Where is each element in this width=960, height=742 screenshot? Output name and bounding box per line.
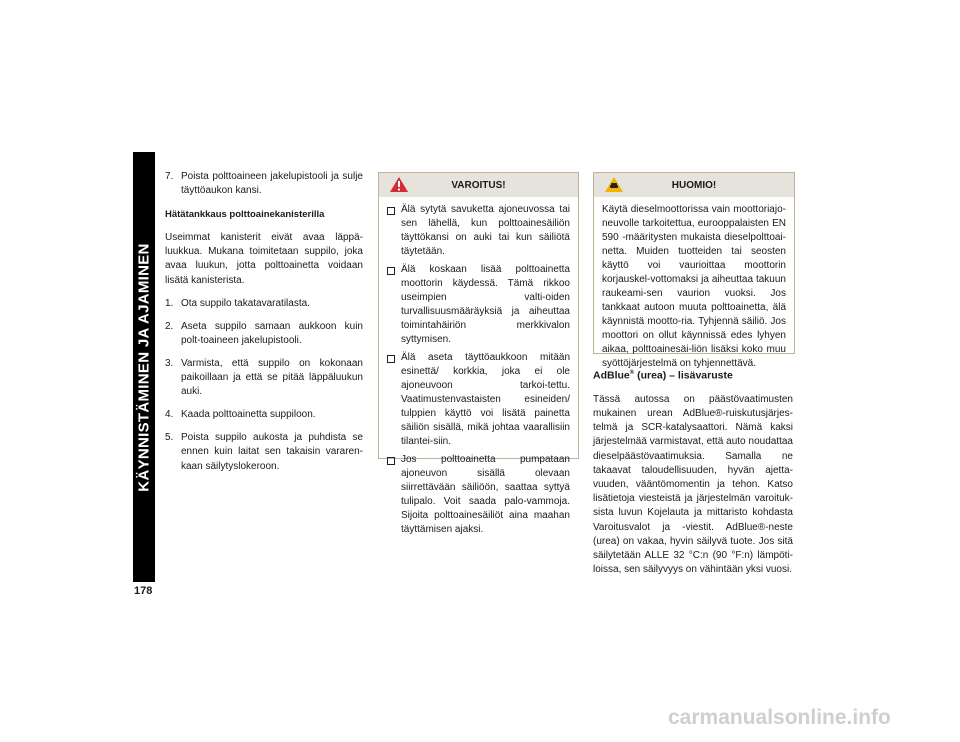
caution-title: HUOMIO! <box>671 179 717 191</box>
caution-box <box>593 172 795 369</box>
left-column <box>165 170 363 483</box>
step-text: Aseta suppilo samaan aukkoon kuin polt-toaineen jakelupistooli. <box>181 320 363 346</box>
step-number: 3. <box>165 357 174 369</box>
step-item <box>165 408 363 422</box>
checkbox-bullet-icon <box>387 457 395 465</box>
warning-text: Älä aseta täyttöaukkoon mitään esinettä/ korkkia, joka ei ole ajoneuvoon tarkoi-tettu. Vaatimustenvastaisten esineiden/ tulppien käyttö voi lisätä painetta säiliön sisällä, mikä johtaa vaarallisiin tilantei-siin. <box>401 352 570 447</box>
step-item <box>165 357 363 399</box>
watermark: carmanualsonline.info <box>668 706 891 729</box>
warning-item <box>387 351 570 449</box>
step-text: Ota suppilo takatavaratilasta. <box>181 297 310 309</box>
warning-item <box>387 203 570 259</box>
warning-box <box>378 172 579 535</box>
chapter-title: KÄYNNISTÄMINEN JA AJAMINEN <box>135 242 153 492</box>
warning-text: Älä sytytä savuketta ajoneuvossa tai sen lähellä, kun polttoainesäiliön täyttökansi on auki tai kun säiliötä täytetään. <box>401 204 570 257</box>
checkbox-bullet-icon <box>387 355 395 363</box>
warning-item <box>387 453 570 537</box>
caution-header <box>594 173 794 197</box>
step-number: 2. <box>165 320 174 332</box>
step-item <box>165 297 363 311</box>
step-number: 4. <box>165 409 174 421</box>
step-item <box>165 320 363 348</box>
step-number: 1. <box>165 297 174 309</box>
warning-text: Älä koskaan lisää polttoainetta moottorin käydessä. Tämä rikkoo useimpien valti-oiden turvallisuusmääräyksiä ja aiheuttaa toimintahäiriön merkkivalon syttymisen. <box>401 264 570 345</box>
step-text: Poista polttoaineen jakelupistooli ja sulje täyttöaukon kansi. <box>181 171 363 197</box>
step-number: 5. <box>165 432 174 444</box>
step-item <box>165 431 363 473</box>
checkbox-bullet-icon <box>387 267 395 275</box>
warning-header <box>379 173 578 197</box>
adblue-heading: AdBlue® (urea) – lisävaruste <box>593 369 733 382</box>
checkbox-bullet-icon <box>387 207 395 215</box>
section-subheading: Hätätankkaus polttoainekanisterilla <box>165 209 325 221</box>
step-number: 7. <box>165 171 174 182</box>
warning-title: VAROITUS! <box>451 179 506 191</box>
step-text: Kaada polttoainetta suppiloon. <box>181 409 316 421</box>
intro-paragraph: Useimmat kanisterit eivät avaa läppä-luukkua. Mukana toimitetaan suppilo, joka avaa luukun, jotta polttoainetta voidaan lisätä kanisterista. <box>165 232 363 286</box>
warning-text: Jos polttoainetta pumpataan ajoneuvon sisällä olevaan siirrettävään säiliöön, saattaa syttyä tulipalo. Voit saada palo-vammoja. Sijoita polttoainesäiliöt aina maahan täyttämisen ajaksi. <box>401 454 570 535</box>
chapter-side-tab <box>133 152 155 582</box>
warning-item <box>387 263 570 347</box>
warning-triangle-icon <box>389 176 409 196</box>
adblue-paragraph: Tässä autossa on päästövaatimusten mukainen urean AdBlue®-ruiskutusjärjes-telmä ja SCR-katalysaattori. Nämä kaksi järjestelmää varmistavat, että auto noudattaa dieselpäästövaatimuksia. Samalla ne takaavat taloudellisuuden, hyvän ajetta-vuuden, vääntömomentin ja tehon. Katso lisätietoja viesteistä ja järjestelmän varoituk-sista luvun Kojelauta ja mittaristo kohdasta Varoitusvalot ja -viestit. AdBlue®-neste (urea) on vakaa, hyvin säilyvä tuote. Jos sitä säilytetään ALLE 32 °C:n (90 °F:n) lämpöti-loissa, sen säilyvyys on vähintään yksi vuosi. <box>593 393 793 576</box>
caution-text: Käytä dieselmoottorissa vain moottoriajo-neuvolle tarkoitettua, eurooppalaisten EN 590 -määritysten mukaista dieselpolttoai-netta. Muiden tuotteiden tai seosten käyttö voi vaurioittaa moottorin korjauskel-vottomaksi ja aiheuttaa takuun raukeami-sen vaurion vuoksi. Jos tankkaat autoon muuta polttoainetta, älä käynnistä mootto-ria. Tyhjennä säiliö. Jos moottori on ollut käynnissä edes lyhyen aikaa, polttoainesäi-liön lisäksi koko muu syöttöjärjestelmä on tyhjennettävä. <box>602 204 786 369</box>
caution-car-icon <box>604 176 624 196</box>
step-7 <box>165 170 363 198</box>
adblue-section <box>593 366 793 577</box>
page-number: 178 <box>134 585 153 597</box>
step-text: Poista suppilo aukosta ja puhdista se ennen kuin laitat sen takaisin vararen-kaan säilytyslokeroon. <box>181 432 363 472</box>
step-text: Varmista, että suppilo on kokonaan paikoillaan ja että se pitää läppäluukun auki. <box>181 357 363 398</box>
